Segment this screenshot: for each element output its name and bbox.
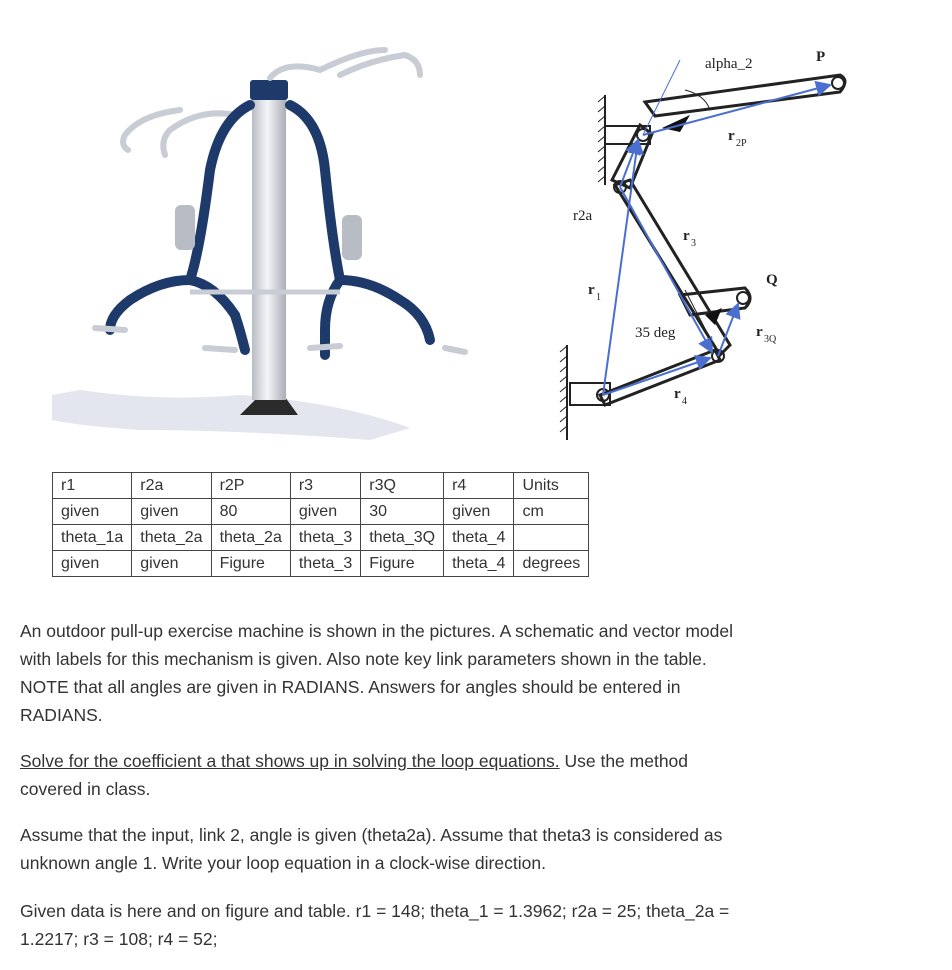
table-cell (514, 525, 589, 551)
table-cell: theta_4 (444, 525, 514, 551)
label-r3Q-sub: 3Q (764, 334, 777, 345)
given-text: Given data is here and on figure and table. r1 = 148; theta_1 = 1.3962; r2a = 25; theta_2a = 1.2217; r3 = 108; r4 = 52; (20, 901, 730, 949)
vector-r1 (603, 140, 638, 395)
table-cell: theta_1a (53, 525, 132, 551)
table-cell: theta_3Q (361, 525, 444, 551)
problem-given (20, 897, 740, 953)
table-cell: given (132, 551, 211, 577)
label-r1: r (588, 282, 595, 298)
center-pole (252, 90, 286, 400)
link-2 (645, 75, 845, 116)
table-cell: r2P (211, 473, 290, 499)
mechanism-schematic (540, 40, 860, 460)
table-cell: theta_3 (290, 551, 360, 577)
table-cell: r1 (53, 473, 132, 499)
problem-assumption (20, 821, 740, 877)
seat-pad-left (175, 205, 195, 250)
table-cell: Figure (211, 551, 290, 577)
label-r4: r (674, 386, 681, 402)
label-Q: Q (766, 272, 778, 288)
joint-P (832, 77, 844, 89)
table-cell: given (444, 499, 514, 525)
label-P: P (816, 49, 826, 65)
label-r2P: r (728, 128, 735, 144)
table-cell: theta_2a (211, 525, 290, 551)
vector-r2P (643, 85, 830, 135)
table-cell: Units (514, 473, 589, 499)
ground-bottom (560, 345, 567, 440)
table-cell: theta_4 (444, 551, 514, 577)
exercise-machine-photo (40, 30, 470, 470)
label-r2P-sub: 2P (736, 138, 747, 149)
joint-Q (737, 292, 749, 304)
table-cell: given (132, 499, 211, 525)
label-alpha: alpha_2 (705, 56, 753, 72)
table-cell: r3 (290, 473, 360, 499)
table-row (53, 473, 589, 499)
task-rest: Use the method covered in class. (20, 751, 689, 799)
pole-cap (250, 80, 288, 100)
label-r4-sub: 4 (682, 396, 687, 407)
problem-task (20, 747, 740, 803)
task-underlined: Solve for the coefficient a that shows up in solving the loop equations. (20, 751, 560, 771)
table-cell: degrees (514, 551, 589, 577)
seat-pad-right (342, 215, 362, 260)
assumption-text: Assume that the input, link 2, angle is given (theta2a). Assume that theta3 is considered as unknown angle 1. Write your loop equation in a clock-wise direction. (20, 825, 723, 873)
table-row (53, 525, 589, 551)
table-cell: Figure (361, 551, 444, 577)
label-r1-sub: 1 (596, 292, 601, 303)
table-cell: 80 (211, 499, 290, 525)
table-row (53, 551, 589, 577)
problem-intro (20, 617, 740, 729)
table-cell: cm (514, 499, 589, 525)
label-r2a: r2a (573, 208, 593, 224)
table-cell: given (53, 499, 132, 525)
label-r3: r (683, 228, 690, 244)
table-cell: r3Q (361, 473, 444, 499)
table-row (53, 499, 589, 525)
table-cell: theta_2a (132, 525, 211, 551)
table-cell: theta_3 (290, 525, 360, 551)
table-cell: given (290, 499, 360, 525)
label-angle: 35 deg (635, 325, 676, 341)
table-cell: 30 (361, 499, 444, 525)
intro-text: An outdoor pull-up exercise machine is shown in the pictures. A schematic and vector model with labels for this mechanism is given. Also note key link parameters shown in the table. NOTE that all angles are given in RADIANS. Answers for angles should be entered in RADIANS. (20, 621, 734, 725)
foot-peg-right-2 (445, 348, 465, 352)
ground-top (598, 95, 605, 185)
ground-shadow (52, 390, 410, 440)
vector-r4 (603, 358, 710, 395)
foot-peg-left (95, 328, 125, 330)
table-cell: given (53, 551, 132, 577)
foot-peg-left-2 (205, 348, 235, 350)
link-4 (600, 350, 720, 405)
label-r3-sub: 3 (691, 238, 696, 249)
foot-peg-right (310, 346, 340, 348)
table-cell: r4 (444, 473, 514, 499)
label-r3Q: r (756, 324, 763, 340)
table-cell: r2a (132, 473, 211, 499)
parameter-table (52, 472, 589, 577)
